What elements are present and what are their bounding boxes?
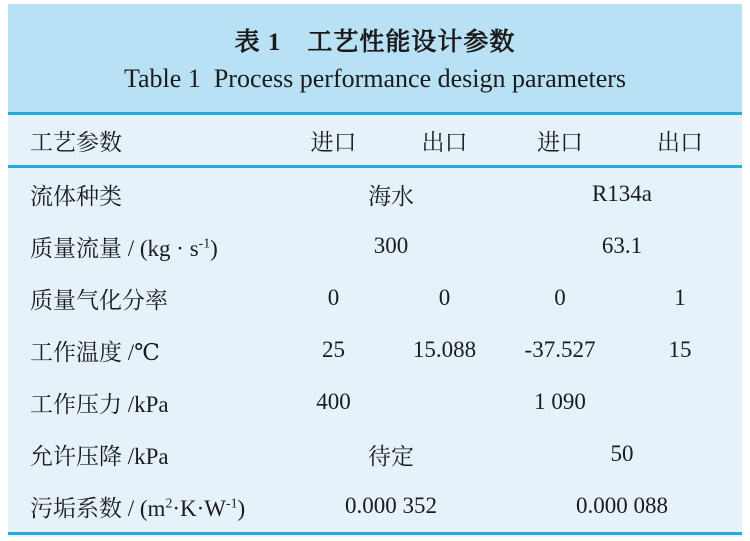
header-row [8,115,742,165]
cell: 25 [322,337,345,362]
cell: 海水 [368,183,414,209]
col-header-inlet-1: 进口 [310,129,357,155]
table-caption [8,4,742,112]
cell: 300 [373,233,409,258]
cell: 15.088 [412,337,477,362]
table-row-pressure-drop [8,428,742,480]
table-caption-zh: 表 1 工艺性能设计参数 [234,29,516,56]
table-row-fluid-type [8,168,742,220]
cell: 0 [554,285,566,310]
cell: 0 [327,285,340,310]
cell: 待定 [368,443,414,469]
table-row-pressure [8,376,742,428]
row-label: 流体种类 [30,183,122,209]
bottom-padding [8,535,742,539]
col-header-outlet-2: 出口 [657,129,703,155]
cell: 63.1 [601,233,643,258]
cell: 50 [610,441,634,466]
row-label: 工作温度 /℃ [30,339,160,365]
cell: 1 090 [534,389,586,414]
row-label: 质量流量 / $(kg \cdot s^{-1})$ [30,234,218,261]
row-label: 允许压降 /kPa [30,443,169,469]
row-label: 质量气化分率 [30,287,168,313]
cell: 15 [668,337,692,362]
process-parameters-table [8,4,742,537]
table-row-fouling-factor [8,480,742,532]
cell: 1 [674,285,686,310]
col-header-inlet-2: 进口 [537,129,583,155]
cell: -37.527 [524,337,596,362]
row-label: 工作压力 /kPa [30,391,169,417]
cell: 0.000 088 [576,493,668,518]
cell: 0 [438,285,451,310]
cell: 400 [316,389,351,414]
row-label: 污垢系数 / $(m^2\cdot K\cdot W^{-1})$ [30,494,246,521]
cell: 0.000 352 [345,493,437,518]
table-row-temperature [8,324,742,376]
table-row-vapor-fraction [8,272,742,324]
cell: R134a [591,181,653,206]
table-caption-en: Table 1 Process performance design parameters [123,64,627,93]
col-header-outlet-1: 出口 [421,129,468,155]
col-header-param: 工艺参数 [30,129,122,155]
table-row-mass-flow [8,220,742,272]
